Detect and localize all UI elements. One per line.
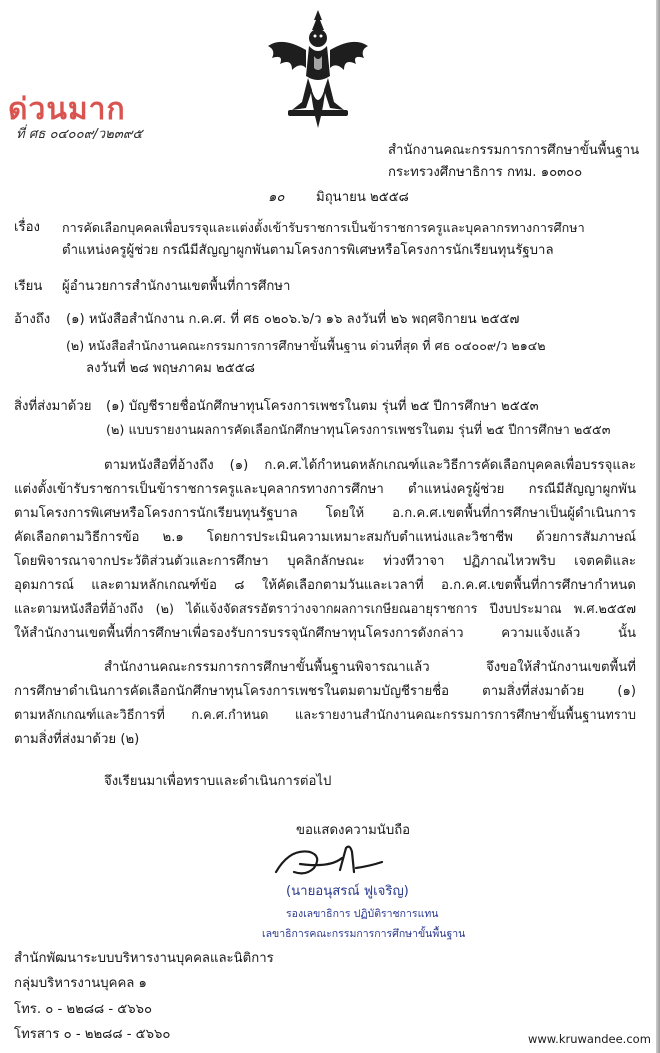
reference-item-1: (๑) หนังสือสำนักงาน ก.ค.ศ. ที่ ศธ ๐๒๐๖.๖/ว ๑๖ ลงวันที่ ๒๖ พฤศจิกายน ๒๕๕๗ bbox=[66, 312, 520, 327]
urgent-stamp: ด่วนมาก bbox=[8, 92, 126, 127]
page-edge-shadow bbox=[656, 0, 660, 1053]
body-paragraph-2-line: สำนักงานคณะกรรมการการศึกษาขั้นพื้นฐานพิจารณาแล้ว จึงขอให้สำนักงานเขตพื้นที่ bbox=[104, 660, 636, 675]
to-label: เรียน bbox=[14, 279, 43, 294]
closing-sentence: จึงเรียนมาเพื่อทราบและดำเนินการต่อไป bbox=[104, 774, 332, 789]
footer-telephone: โทร. ๐ - ๒๒๘๘ - ๕๖๖๐ bbox=[14, 1002, 153, 1017]
footer-fax: โทรสาร ๐ - ๒๒๘๘ - ๕๖๖๐ bbox=[14, 1027, 171, 1042]
website-watermark: www.kruwandee.com bbox=[528, 1032, 651, 1046]
reference-number: ที่ ศธ ๐๔๐๐๙/ว๒๓๙๕ bbox=[16, 127, 143, 142]
body-paragraph-1-line: ตามโครงการพิเศษหรือโครงการนักเรียนทุนรัฐบาล โดยให้ อ.ก.ค.ศ.เขตพื้นที่การศึกษาเป็นผู้ดำเนินการ bbox=[14, 506, 636, 521]
office-address: กระทรวงศึกษาธิการ กทม. ๑๐๓๐๐ bbox=[388, 165, 583, 180]
body-paragraph-1-line: คัดเลือกตามวิธีการข้อ ๒.๑ โดยการประเมินความเหมาะสมกับตำแหน่งและวิชาชีพ ด้วยการสัมภาษณ์ bbox=[14, 530, 636, 545]
reference-item-2-date: ลงวันที่ ๒๘ พฤษภาคม ๒๕๕๘ bbox=[86, 361, 255, 376]
regards: ขอแสดงความนับถือ bbox=[296, 823, 411, 838]
body-paragraph-1-line: และตามหนังสือที่อ้างถึง (๒) ได้แจ้งจัดสรรอัตราว่างจากผลการเกษียณอายุราชการ ปีงบประมาณ พ.ศ.๒๕๕๗ bbox=[14, 602, 636, 617]
body-paragraph-1-line: ตามหนังสือที่อ้างถึง (๑) ก.ค.ศ.ได้กำหนดหลักเกณฑ์และวิธีการคัดเลือกบุคคลเพื่อบรรจุและ bbox=[104, 458, 636, 473]
subject-label: เรื่อง bbox=[14, 220, 40, 235]
footer-department: สำนักพัฒนาระบบบริหารงานบุคคลและนิติการ bbox=[14, 951, 274, 966]
signer-position-2: เลขาธิการคณะกรรมการการศึกษาขั้นพื้นฐาน bbox=[262, 928, 466, 940]
reference-item-2: (๒) หนังสือสำนักงานคณะกรรมการการศึกษาขั้นพื้นฐาน ด่วนที่สุด ที่ ศธ ๐๔๐๐๙/ว ๒๑๔๒ bbox=[66, 338, 546, 353]
footer-group: กลุ่มบริหารงานบุคคล ๑ bbox=[14, 976, 147, 991]
enclosure-item-1: (๑) บัญชีรายชื่อนักศึกษาทุนโครงการเพชรในตม รุ่นที่ ๒๕ ปีการศึกษา ๒๕๕๓ bbox=[106, 399, 539, 414]
signer-position-1: รองเลขาธิการ ปฏิบัติราชการแทน bbox=[286, 908, 439, 920]
enclosures-label: สิ่งที่ส่งมาด้วย bbox=[14, 399, 92, 414]
to-recipient: ผู้อำนวยการสำนักงานเขตพื้นที่การศึกษา bbox=[62, 279, 291, 294]
garuda-emblem-icon bbox=[262, 6, 374, 134]
signer-name: (นายอนุสรณ์ ฟูเจริญ) bbox=[286, 884, 409, 899]
subject-line-2: ตำแหน่งครูผู้ช่วย กรณีมีสัญญาผูกพันตามโครงการพิเศษหรือโครงการนักเรียนทุนรัฐบาล bbox=[62, 243, 554, 258]
body-paragraph-1-line: ให้สำนักงานเขตพื้นที่การศึกษาเพื่อรองรับการบรรจุนักศึกษาทุนโครงการดังกล่าว ความแจ้งแล้ว นั้น bbox=[14, 626, 636, 641]
subject-line-1: การคัดเลือกบุคคลเพื่อบรรจุและแต่งตั้งเข้ารับราชการเป็นข้าราชการครูและบุคลากรทางการศึกษา bbox=[62, 220, 585, 235]
body-paragraph-2-line: ตามสิ่งที่ส่งมาด้วย (๒) bbox=[14, 732, 140, 747]
date-day: ๑๐ bbox=[268, 190, 285, 205]
date-month-year: มิถุนายน ๒๕๕๘ bbox=[316, 190, 409, 205]
body-paragraph-1-line: อุดมการณ์ และตามหลักเกณฑ์ข้อ ๘ ให้คัดเลือกตามวันและเวลาที่ อ.ก.ค.ศ.เขตพื้นที่การศึกษากำหนด bbox=[14, 578, 636, 593]
body-paragraph-1-line: โดยพิจารณาจากประวัติส่วนตัวและการศึกษา บุคลิกลักษณะ ท่วงทีวาจา ปฏิภาณไหวพริบ เจตคติและ bbox=[14, 554, 636, 569]
office-name: สำนักงานคณะกรรมการการศึกษาขั้นพื้นฐาน bbox=[388, 143, 640, 158]
handwritten-signature bbox=[270, 838, 410, 882]
reference-label: อ้างถึง bbox=[14, 312, 51, 327]
body-paragraph-2-line: การศึกษาดำเนินการคัดเลือกนักศึกษาทุนโครงการเพชรในตมตามบัญชีรายชื่อ ตามสิ่งที่ส่งมาด้วย (๑) bbox=[14, 684, 636, 699]
body-paragraph-1-line: แต่งตั้งเข้ารับราชการเป็นข้าราชการครูและบุคลากรทางการศึกษา ตำแหน่งครูผู้ช่วย กรณีมีสัญญาผูกพัน bbox=[14, 482, 636, 497]
enclosure-item-2: (๒) แบบรายงานผลการคัดเลือกนักศึกษาทุนโครงการเพชรในตม รุ่นที่ ๒๕ ปีการศึกษา ๒๕๕๓ bbox=[106, 423, 611, 438]
body-paragraph-2-line: ตามหลักเกณฑ์และวิธีการที่ ก.ค.ศ.กำหนด และรายงานสำนักงานคณะกรรมการการศึกษาขั้นพื้นฐานทราบ bbox=[14, 708, 636, 723]
